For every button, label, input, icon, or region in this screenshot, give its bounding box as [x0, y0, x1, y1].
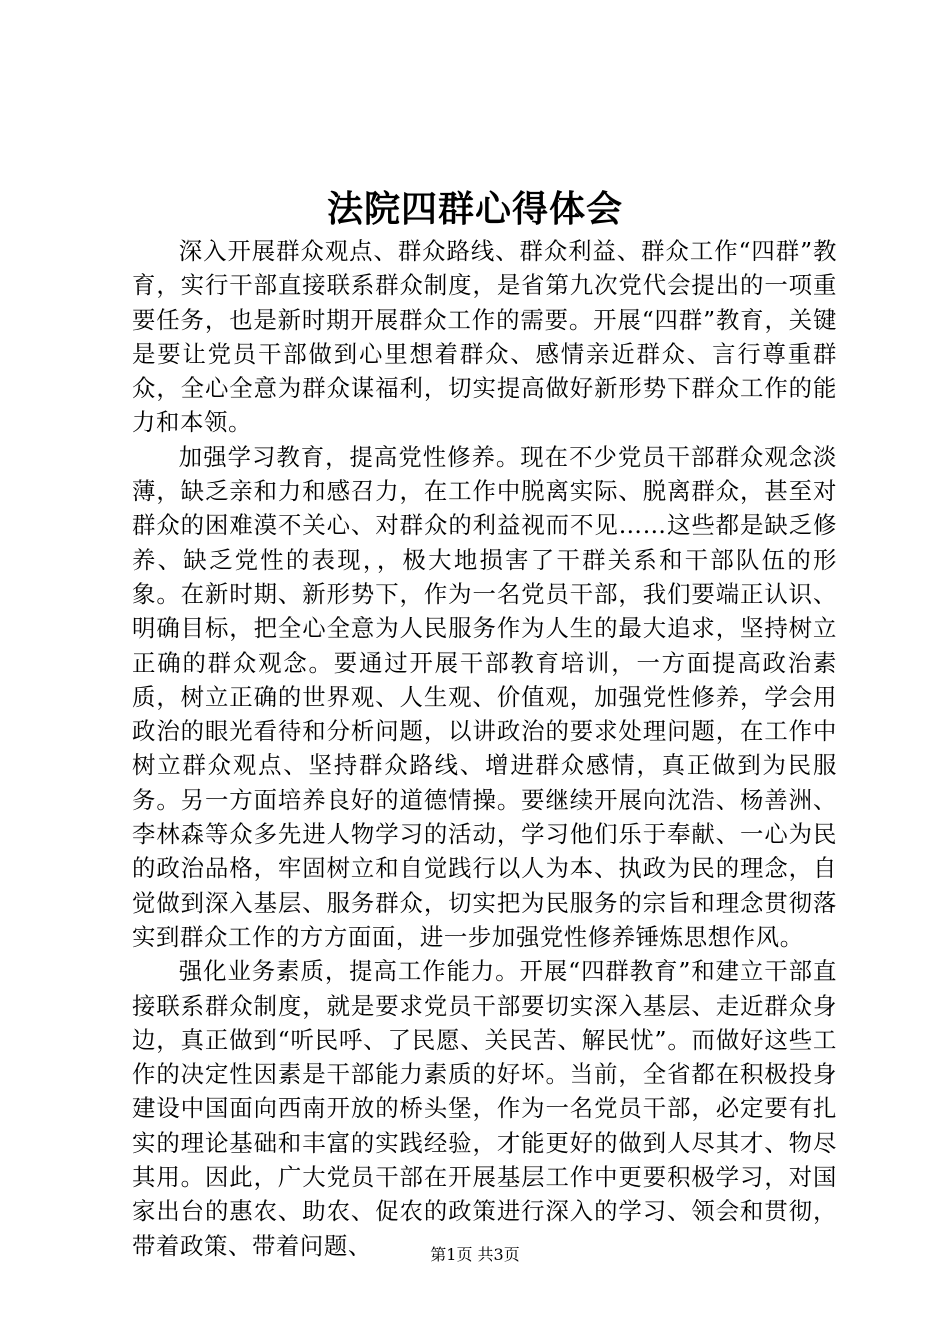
document-title: 法院四群心得体会	[326, 188, 623, 230]
document-body	[132, 234, 837, 1263]
paragraph-2: 加强学习教育，提高党性修养。现在不少党员干部群众观念淡薄，缺乏亲和力和感召力，在工作中脱离实际、脱离群众，甚至对群众的困难漠不关心、对群众的利益视而不见……这些都是缺乏修养、缺乏党性的表现，，极大地损害了干群关系和干部队伍的形象。在新时期、新形势下，作为一名党员干部，我们要端正认识、明确目标，把全心全意为人民服务作为人生的最大追求，坚持树立正确的群众观念。要通过开展干部教育培训，一方面提高政治素质，树立正确的世界观、人生观、价值观，加强党性修养，学会用政治的眼光看待和分析问题，以讲政治的要求处理问题，在工作中树立群众观点、坚持群众路线、增进群众感情，真正做到为民服务。另一方面培养良好的道德情操。要继续开展向沈浩、杨善洲、李林森等众多先进人物学习的活动，学习他们乐于奉献、一心为民的政治品格，牢固树立和自觉践行以人为本、执政为民的理念，自觉做到深入基层、服务群众，切实把为民服务的宗旨和理念贯彻落实到群众工作的方方面面，进一步加强党性修养锤炼思想作风。	[132, 442, 837, 951]
paragraph-3: 强化业务素质，提高工作能力。开展“四群教育”和建立干部直接联系群众制度，就是要求党员干部要切实深入基层、走近群众身边，真正做到“听民呼、了民愿、关民苦、解民忧”。而做好这些工作的决定性因素是干部能力素质的好坏。当前，全省都在积极投身建设中国面向西南开放的桥头堡，作为一名党员干部，必定要有扎实的理论基础和丰富的实践经验，才能更好的做到人尽其才、物尽其用。因此，广大党员干部在开展基层工作中更要积极学习，对国家出台的惠农、助农、促农的政策进行深入的学习、领会和贯彻，带着政策、带着问题、	[132, 957, 837, 1260]
paragraph-1: 深入开展群众观点、群众路线、群众利益、群众工作“四群”教育，实行干部直接联系群众制度，是省第九次党代会提出的一项重要任务，也是新时期开展群众工作的需要。开展“四群”教育，关键是要让党员干部做到心里想着群众、感情亲近群众、言行尊重群众，全心全意为群众谋福利，切实提高做好新形势下群众工作的能力和本领。	[132, 237, 837, 437]
page-number-footer: 第1页 共3页	[430, 1245, 520, 1264]
